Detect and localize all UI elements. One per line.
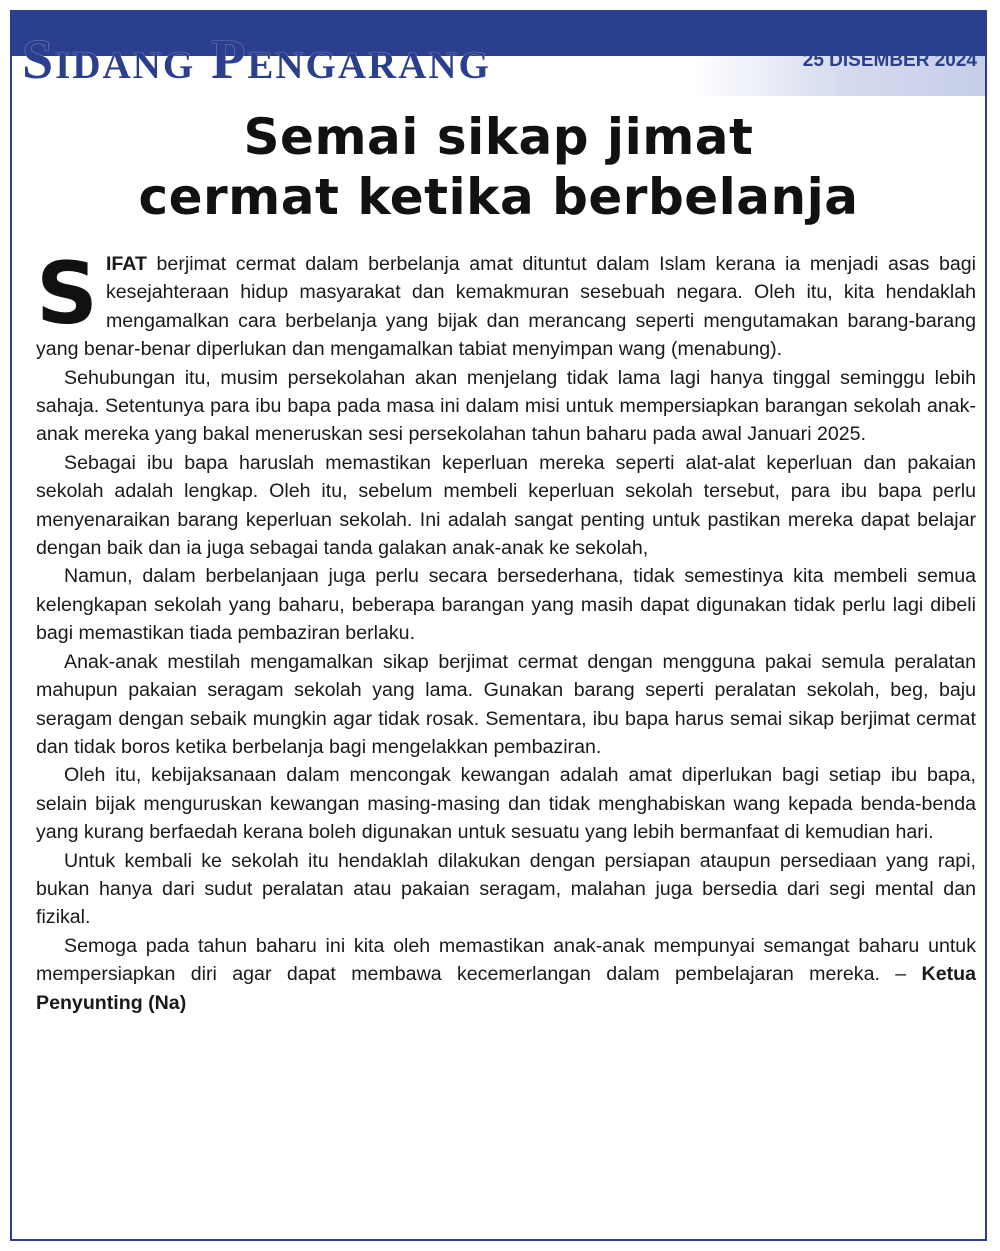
column-name: Sidang Pengarang — [22, 29, 491, 91]
lead-word: IFAT — [105, 253, 147, 275]
publication-date: 25 DISEMBER 2024 — [802, 50, 977, 71]
paragraph: Untuk kembali ke sekolah itu hendaklah dilakukan dengan persiapan ataupun persediaan yang rapi, bukan hanya dari sudut peralatan atau pakaian seragam, malahan juga bersedia dari segi mental dan fizikal. — [36, 849, 976, 929]
paragraph-text: berjimat cermat dalam berbelanja amat dituntut dalam Islam kerana ia menjadi asas bagi kesejahteraan hidup masyarakat dan kemakmuran sesebuah negara. Oleh itu, kita hendaklah mengamalkan cara berbelanja yang bijak dan merancang seperti mengutamakan barang-barang yang benar-benar diperlukan dan mengamalkan tabiat menyimpan wang (menabung). — [36, 253, 976, 361]
paragraph: Sebagai ibu bapa haruslah memastikan keperluan mereka seperti alat-alat keperluan dan pakaian sekolah adalah lengkap. Oleh itu, sebelum membeli keperluan sekolah tersebut, para ibu bapa perlu menyenaraikan barang keperluan sekolah. Ini adalah sangat penting untuk pastikan mereka dapat belajar dengan baik dan ia juga sebagai tanda galakan anak-anak ke sekolah, — [36, 451, 976, 560]
page-frame — [10, 10, 987, 1241]
article-body — [36, 244, 976, 1017]
paragraph: Anak-anak mestilah mengamalkan sikap berjimat cermat dengan mengguna pakai semula peralatan mahupun pakaian seragam sekolah yang lama. Gunakan barang seperti peralatan sekolah, beg, baju seragam dengan sebaik mungkin agar tidak rosak. Sementara, ibu bapa harus semai sikap berjimat cermat dan tidak boros ketika berbelanja bagi mengelakkan pembaziran. — [36, 650, 976, 758]
paragraph: Oleh itu, kebijaksanaan dalam mencongak kewangan adalah amat diperlukan bagi setiap ibu bapa, selain bijak menguruskan kewangan masing-masing dan tidak menghabiskan wang kepada benda-benda yang kurang berfaedah kerana boleh digunakan untuk sesuatu yang lebih bermanfaat di kemudian hari. — [36, 764, 976, 844]
masthead — [12, 12, 985, 96]
paragraph — [36, 932, 976, 1017]
paragraph: Namun, dalam berbelanjaan juga perlu secara bersederhana, tidak semestinya kita membeli semua kelengkapan sekolah yang baharu, beberapa barangan yang masih dapat digunakan tidak perlu lagi dibeli bagi memastikan tiada pembaziran berlaku. — [36, 565, 976, 645]
headline-line-2: cermat ketika berbelanja — [138, 168, 859, 226]
paragraph — [36, 244, 976, 364]
paragraph: Sehubungan itu, musim persekolahan akan menjelang tidak lama lagi hanya tinggal seminggu lebih sahaja. Setentunya para ibu bapa pada masa ini dalam misi untuk mempersiapkan barangan sekolah anak-anak mereka yang bakal meneruskan sesi persekolahan tahun baharu pada awal Januari 2025. — [36, 366, 976, 446]
paragraph-text: Semoga pada tahun baharu ini kita oleh memastikan anak-anak mempunyai semangat baharu untuk mempersiapkan diri agar dapat membawa kecemerlangan dalam pembelajaran mereka. – — [36, 934, 976, 986]
headline — [12, 107, 985, 227]
drop-cap: S — [36, 244, 98, 344]
author-signature: Ketua Penyunting (Na) — [36, 963, 976, 1014]
headline-line-1: Semai sikap jimat — [243, 108, 754, 166]
